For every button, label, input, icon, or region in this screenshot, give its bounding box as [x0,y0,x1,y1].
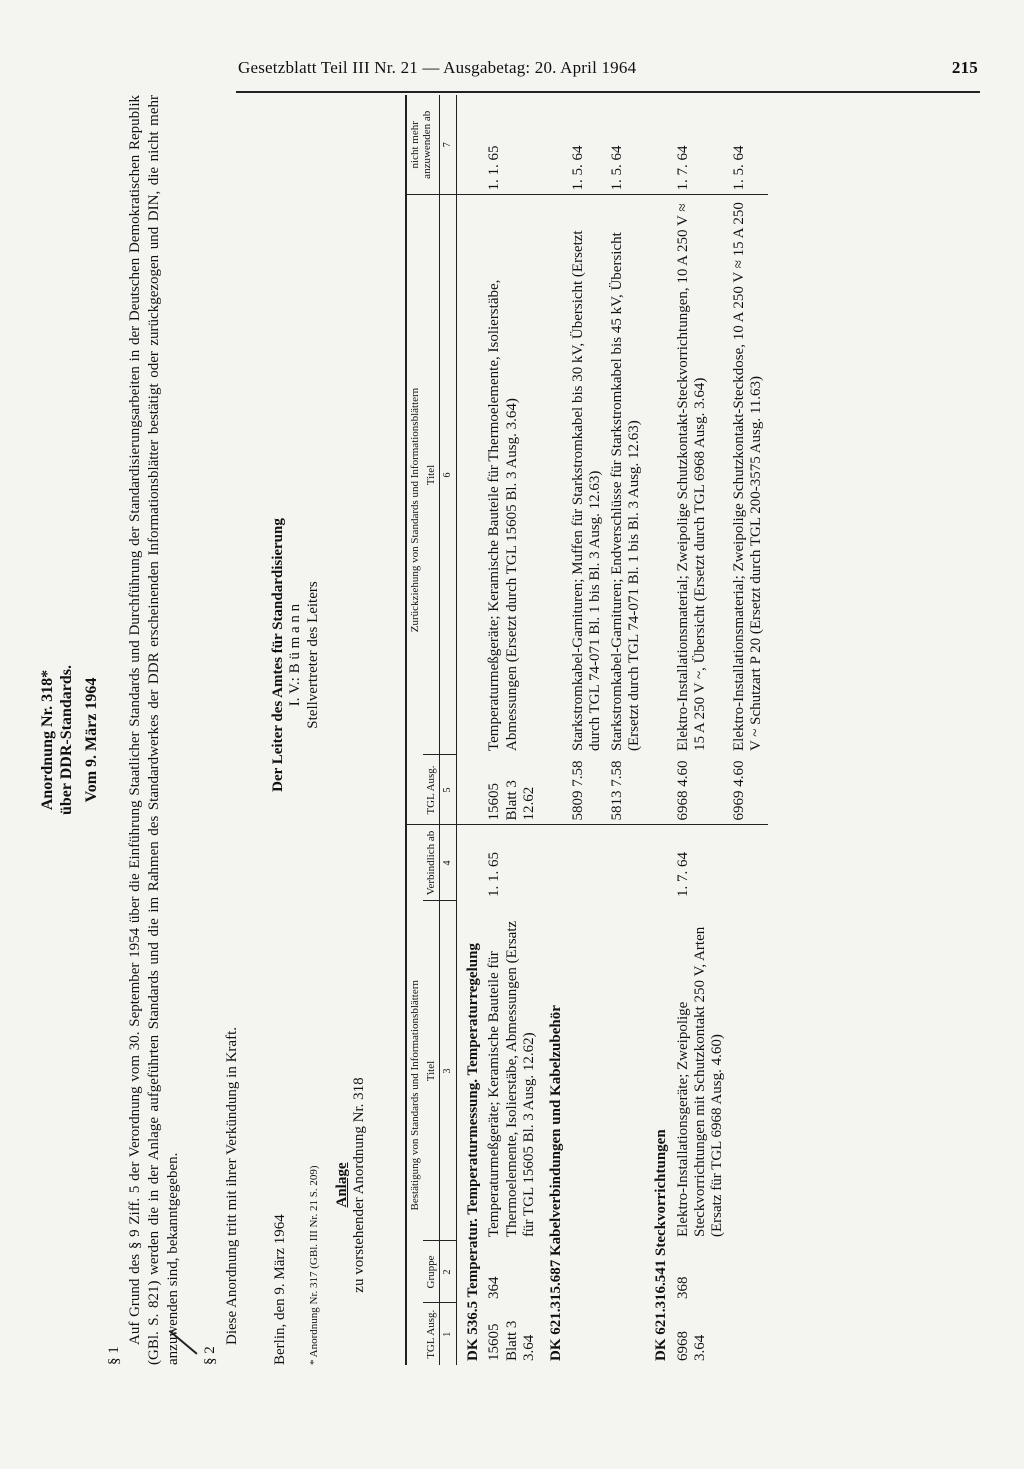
cell-titel-old: Temperaturmeßgeräte; Keramische Bauteile für Thermoelemente, Isolierstäbe, Abmessungen (Ersetzt durch TGL 15605 Bl. 3 Ausg. 3.64) [486,279,520,751]
running-header [238,58,978,78]
title-date: Vom 9. März 1964 [83,677,101,803]
group-header-confirm: Bestätigung von Standards und Informationsblättern [406,825,423,1365]
section-1-text: Auf Grund des § 9 Ziff. 5 der Verordnung vom 30. September 1954 über die Einführung Staatlicher Standards und Durchführung der Standardisierungsarbeiten in der Deutschen Demokratischen Republik (GBl. S. 821) werden die in der Anlage aufgeführten Standards und die im Rahmen des Standardwerkes der DDR erscheinenden Informationsblätter bestätigt oder zurückgezogen und DIN, die nicht mehr anzuwenden sind, bekanntgegeben. [127,95,182,1365]
col-header-7: nicht mehr anzuwenden ab [406,95,440,195]
col-num-2: 2 [440,1241,457,1303]
cell-nicht-mehr: 1. 7. 64 [673,95,729,195]
section-heading-row [540,95,567,1365]
col-header-6: Titel [423,195,440,755]
signature-block [270,465,322,845]
annex-title: Anlage [334,1162,350,1208]
section-heading: DK 621.315.687 Kabelverbindungen und Kabelzubehör [548,1005,565,1361]
cell-titel: Elektro-Installationsgeräte; Zweipolige Steckvorrichtungen mit Schutzkontakt 250 V, Arten (Ersatz für TGL 6968 Ausg. 4.60) [674,926,726,1237]
section-2-text: Diese Anordnung tritt mit ihrer Verkündung in Kraft. [224,1026,240,1345]
col-num-4: 4 [440,825,457,901]
col-header-5: TGL Ausg. [423,755,440,825]
cell-nicht-mehr: 1. 5. 64 [607,95,646,195]
col-header-2: Gruppe [423,1241,440,1303]
rotated-content [39,95,950,1365]
standards-table [405,95,768,1365]
footnote: * Anordnung Nr. 317 (GBl. III Nr. 21 S. 209) [308,1165,320,1365]
cell-titel-old: Elektro-Installationsmaterial; Zweipolige Schutzkontakt-Steckdose, 10 A 250 V ≈ 15 A 250 V ~ Schutzart P 20 (Ersetzt durch TGL 200-3575 Ausg. 11.63) [730,202,765,751]
cell-tgl-old: 5809 7.58 [568,755,607,825]
table-row [484,95,540,1365]
col-num-1: 1 [440,1303,457,1365]
cell-tgl: 15605 Blatt 3 3.64 [486,1320,537,1361]
table-row [568,95,607,1365]
col-num-3: 3 [440,901,457,1241]
col-num-5: 5 [440,755,457,825]
table-row [729,95,768,1365]
group-header-withdraw: Zurückziehung von Standards und Informationsblättern [406,195,423,825]
section-1-label: § 1 [106,1346,122,1365]
title-line-2: über DDR-Standards. [58,665,76,815]
cell-nicht-mehr: 1. 5. 64 [729,95,768,195]
col-num-6: 6 [440,195,457,755]
header-rule [236,91,980,93]
signature-name: I. V.: B ü m a n n [287,603,304,707]
cell-nicht-mehr: 1. 1. 65 [484,95,540,195]
col-num-7: 7 [440,95,457,195]
cell-verbindlich: 1. 7. 64 [674,852,691,897]
signature-role: Stellvertreter des Leiters [304,581,321,729]
annex-heading [334,1015,369,1355]
col-header-3: Titel [423,901,440,1241]
page-number: 215 [951,58,978,77]
cell-tgl-old: 6969 4.60 [729,755,768,825]
cell-titel-old: Starkstromkabel-Garnituren; Muffen für Starkstromkabel bis 30 kV, Übersicht (Ersetzt durch TGL 74-071 Bl. 1 bis Bl. 3 Ausg. 12.63) [569,230,604,751]
section-2-label: § 2 [202,1346,218,1365]
section-heading-row [645,95,672,1365]
signature-org: Der Leiter des Amtes für Standardisierung [270,518,286,792]
cell-gruppe: 364 [486,1276,503,1299]
title-line-1: Anordnung Nr. 318* [39,669,56,811]
cell-tgl-old: 5813 7.58 [607,755,646,825]
section-heading-row [456,95,484,1365]
col-header-1: TGL Ausg. [425,1309,438,1359]
table-row [607,95,646,1365]
ordinance-title [38,535,102,945]
col-header-4: Verbindlich ab [423,825,440,901]
section-heading: DK 536.5 Temperatur. Temperaturmessung. Temperaturregelung [464,943,481,1361]
cell-tgl-old: 6968 4.60 [673,755,729,825]
section-heading: DK 621.316.541 Steckvorrichtungen [653,1129,670,1361]
cell-nicht-mehr: 1. 5. 64 [568,95,607,195]
header-text: Gesetzblatt Teil III Nr. 21 — Ausgabetag: 20. April 1964 [238,58,637,77]
cell-titel: Temperaturmeßgeräte; Keramische Bauteile für Thermoelemente, Isolierstäbe, Abmessungen (Ersatz für TGL 15605 Bl. 3 Ausg. 12.62) [486,920,537,1237]
cell-tgl: 6968 3.64 [674,1331,709,1361]
cell-titel-old: Elektro-Installationsmaterial; Zweipolige Schutzkontakt-Steckvorrichtungen, 10 A 250 V ≈ 15 A 250 V ~, Übersicht (Ersetzt durch TGL 6968 Ausg. 3.64) [674,203,709,751]
cell-titel-old: Starkstromkabel-Garnituren; Endverschlüsse für Starkstromkabel bis 45 kV, Übersicht (Ersetzt durch TGL 74-071 Bl. 1 bis Bl. 3 Ausg. 12.63) [608,232,642,751]
cell-tgl-old: 15605 Blatt 3 12.62 [484,755,540,825]
annex-subtitle: zu vorstehender Anordnung Nr. 318 [351,1077,368,1293]
cell-gruppe: 368 [674,1276,691,1299]
table-row [673,95,729,1365]
cell-verbindlich: 1. 1. 65 [486,852,503,897]
column-number-row [440,95,457,1365]
place-date: Berlin, den 9. März 1964 [272,1214,288,1365]
